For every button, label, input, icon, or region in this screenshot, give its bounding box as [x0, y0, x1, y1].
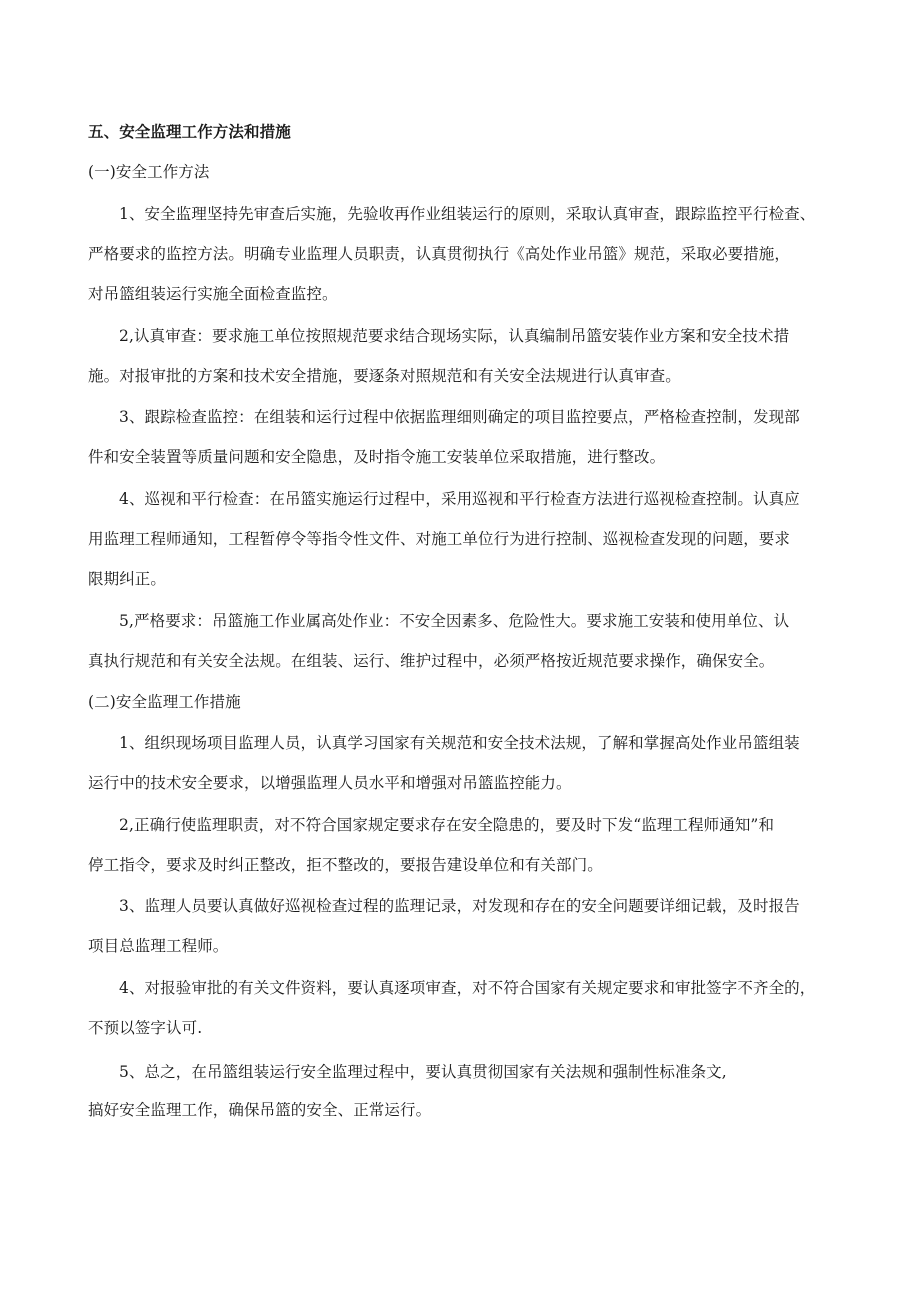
- part2-item5-line2: 搞好安全监理工作，确保吊篮的安全、正常运行。: [88, 1101, 432, 1119]
- part1-item3-line2: 件和安全装置等质量问题和安全隐患，及时指令施工安装单位采取措施，进行整改。: [88, 448, 666, 466]
- part1-item1-line1: 1、安全监理坚持先审查后实施，先验收再作业组装运行的原则，采取认真审查，跟踪监控平行检查、: [119, 205, 816, 223]
- part1-item4-line3: 限期纠正。: [88, 570, 167, 588]
- part2-item3-line1: 3、监理人员要认真做好巡视检查过程的监理记录，对发现和存在的安全问题要详细记载，及时报告: [119, 897, 800, 915]
- part1-title: (一)安全工作方法: [88, 163, 210, 181]
- part1-item1-line2: 严格要求的监控方法。明确专业监理人员职责，认真贯彻执行《高处作业吊篮》规范，采取必要措施，: [88, 245, 791, 263]
- part1-item5-line1: 5,严格要求：吊篮施工作业属高处作业：不安全因素多、危险性大。要求施工安装和使用单位、认: [119, 612, 790, 630]
- part2-item3-line2: 项目总监理工程师。: [88, 937, 229, 955]
- part1-item5-line2: 真执行规范和有关安全法规。在组装、运行、维护过程中，必须严格按近规范要求操作，确保安全。: [88, 652, 775, 670]
- part1-item1-line3: 对吊篮组装运行实施全面检查监控。: [88, 285, 338, 303]
- part1-item2-line1: 2,认真审查：要求施工单位按照规范要求结合现场实际，认真编制吊篮安装作业方案和安全技术措: [119, 327, 790, 345]
- part1-item2-line2: 施。对报审批的方案和技术安全措施，要逐条对照规范和有关安全法规进行认真审查。: [88, 367, 681, 385]
- part2-item2-line2: 停工指令，要求及时纠正整改，拒不整改的，要报告建设单位和有关部门。: [88, 856, 603, 874]
- part1-item3-line1: 3、跟踪检查监控：在组装和运行过程中依据监理细则确定的项目监控要点，严格检查控制，发现部: [119, 408, 800, 426]
- part2-item2-line1: 2,正确行使监理职责，对不符合国家规定要求存在安全隐患的，要及时下发“监理工程师通知”和: [119, 816, 775, 834]
- part1-item4-line2: 用监理工程师通知，工程暂停令等指令性文件、对施工单位行为进行控制、巡视检查发现的问题，要求: [88, 530, 791, 548]
- part2-item4-line1: 4、对报验审批的有关文件资料，要认真逐项审查，对不符合国家有关规定要求和审批签字不齐全的，: [119, 979, 816, 997]
- part1-item4-line1: 4、巡视和平行检查：在吊篮实施运行过程中，采用巡视和平行检查方法进行巡视检查控制。认真应: [119, 490, 800, 508]
- section-title: 五、安全监理工作方法和措施: [88, 122, 291, 141]
- part2-item4-line2: 不预以签字认可.: [88, 1019, 203, 1037]
- part2-item1-line2: 运行中的技术安全要求，以增强监理人员水平和增强对吊篮监控能力。: [88, 774, 572, 792]
- part2-item5-line1: 5、总之，在吊篮组装运行安全监理过程中，要认真贯彻国家有关法规和强制性标准条文,: [119, 1063, 727, 1081]
- part2-title: (二)安全监理工作措施: [88, 693, 241, 711]
- part2-item1-line1: 1、组织现场项目监理人员，认真学习国家有关规范和安全技术法规，了解和掌握高处作业吊篮组装: [119, 734, 800, 752]
